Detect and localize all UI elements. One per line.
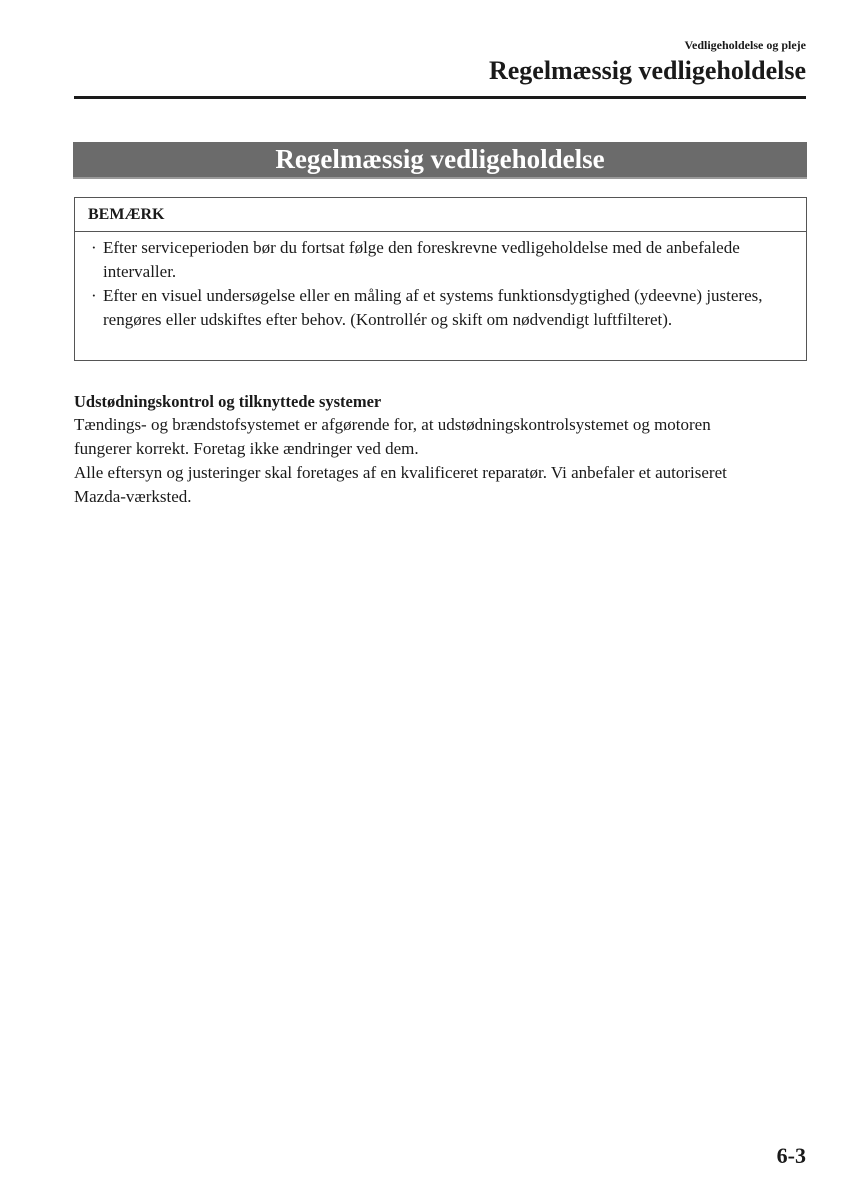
page-number: 6-3 [776,1143,806,1168]
note-item [75,236,806,284]
section-title-banner: Regelmæssig vedligeholdelse [73,142,807,179]
note-item-text: Efter serviceperioden bør du fortsat følge den foreskrevne vedligeholdelse med de anbefalede intervaller. [103,238,740,281]
note-box [74,197,807,361]
body-paragraph: Alle eftersyn og justeringer skal foretages af en kvalificeret reparatør. Vi anbefaler et autoriseret Mazda-værksted. [74,463,727,506]
body-paragraph: Tændings- og brændstofsystemet er afgørende for, at udstødningskontrolsystemet og motoren fungerer korrekt. Foretag ikke ændringer ved dem. [74,415,711,458]
subheading: Udstødningskontrol og tilknyttede systemer [74,392,382,411]
bullet-dot-icon: · [91,238,97,257]
note-heading: BEMÆRK [75,198,806,232]
chapter-title: Regelmæssig vedligeholdelse [488,56,806,85]
note-item [75,284,806,332]
note-list [75,232,806,332]
bullet-dot-icon: · [91,286,97,305]
header-divider [74,96,806,99]
note-item-text: Efter en visuel undersøgelse eller en måling af et systems funktionsdygtighed (ydeevne) justeres, rengøres eller udskiftes efter behov. (Kontrollér og skift om nødvendigt luftfilteret). [103,286,763,329]
running-head: Vedligeholdelse og pleje [684,38,806,52]
